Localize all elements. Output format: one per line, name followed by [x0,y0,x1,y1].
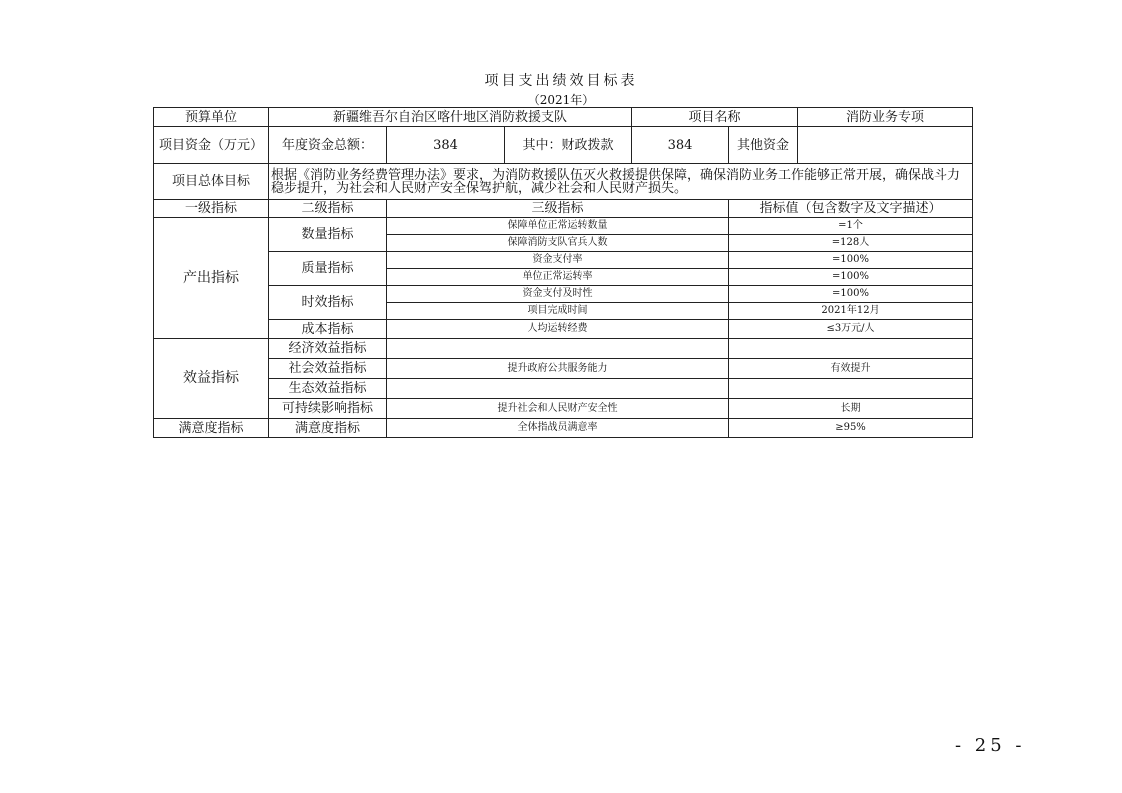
ecological-benefit-label: 生态效益指标 [269,379,387,399]
budget-unit-label: 预算单位 [154,108,269,127]
table-row [154,218,973,235]
indicator-value: =100% [729,269,973,286]
column-header-level2: 二级指标 [269,200,387,218]
indicator-value: 2021年12月 [729,303,973,320]
indicator-name: 资金支付及时性 [387,286,729,303]
column-header-level3: 三级指标 [387,200,729,218]
indicator-name: 项目完成时间 [387,303,729,320]
satisfaction-indicator-label: 满意度指标 [154,419,269,438]
indicator-name: 保障消防支队官兵人数 [387,235,729,252]
project-name-value: 消防业务专项 [798,108,973,127]
benefit-indicator-label: 效益指标 [154,339,269,419]
indicator-name: 资金支付率 [387,252,729,269]
table-row [154,320,973,339]
indicator-name [387,379,729,399]
overall-goal-label: 项目总体目标 [154,164,269,200]
fiscal-funds-label: 其中：财政拨款 [505,127,632,164]
table-row [154,164,973,200]
table-row [154,379,973,399]
indicator-value: 长期 [729,399,973,419]
indicator-name: 单位正常运转率 [387,269,729,286]
indicator-value: =128人 [729,235,973,252]
indicator-name [387,339,729,359]
project-funds-label: 项目资金（万元） [154,127,269,164]
indicator-value: =100% [729,286,973,303]
page-subtitle: （2021年） [527,93,595,107]
social-benefit-label: 社会效益指标 [269,359,387,379]
overall-goal-text: 根据《消防业务经费管理办法》要求，为消防救援队伍灭火救援提供保障，确保消防业务工作能够正常开展，确保战斗力稳步提升，为社会和人民财产安全保驾护航，减少社会和人民财产损失。 [269,164,973,200]
table-row [154,200,973,218]
cost-indicator-label: 成本指标 [269,320,387,339]
annual-total-label: 年度资金总额： [269,127,387,164]
indicator-name: 保障单位正常运转数量 [387,218,729,235]
sustainable-impact-label: 可持续影响指标 [269,399,387,419]
indicator-value [729,339,973,359]
quality-indicator-label: 质量指标 [269,252,387,286]
column-header-level1: 一级指标 [154,200,269,218]
other-funds-value [798,127,973,164]
table-row [154,359,973,379]
indicator-value: 有效提升 [729,359,973,379]
timeliness-indicator-label: 时效指标 [269,286,387,320]
page-title: 项目支出绩效目标表 [484,73,638,89]
column-header-value: 指标值（包含数字及文字描述） [729,200,973,218]
economic-benefit-label: 经济效益指标 [269,339,387,359]
indicator-value [729,379,973,399]
indicator-value: ≤3万元/人 [729,320,973,339]
performance-target-table [153,107,973,438]
indicator-name: 提升政府公共服务能力 [387,359,729,379]
indicator-name: 提升社会和人民财产安全性 [387,399,729,419]
other-funds-label: 其他资金 [729,127,798,164]
fiscal-funds-value: 384 [632,127,729,164]
table-row [154,127,973,164]
project-name-label: 项目名称 [632,108,798,127]
indicator-value: =1个 [729,218,973,235]
table-row [154,399,973,419]
quantity-indicator-label: 数量指标 [269,218,387,252]
budget-unit-value: 新疆维吾尔自治区喀什地区消防救援支队 [269,108,632,127]
annual-total-value: 384 [387,127,505,164]
table-row [154,339,973,359]
table-row [154,252,973,269]
table-row [154,108,973,127]
indicator-name: 全体指战员满意率 [387,419,729,438]
table-row [154,286,973,303]
satisfaction-sub-label: 满意度指标 [269,419,387,438]
page-number: - 25 - [955,735,1026,756]
indicator-name: 人均运转经费 [387,320,729,339]
table-row [154,419,973,438]
indicator-value: =100% [729,252,973,269]
indicator-value: ≥95% [729,419,973,438]
output-indicator-label: 产出指标 [154,218,269,339]
